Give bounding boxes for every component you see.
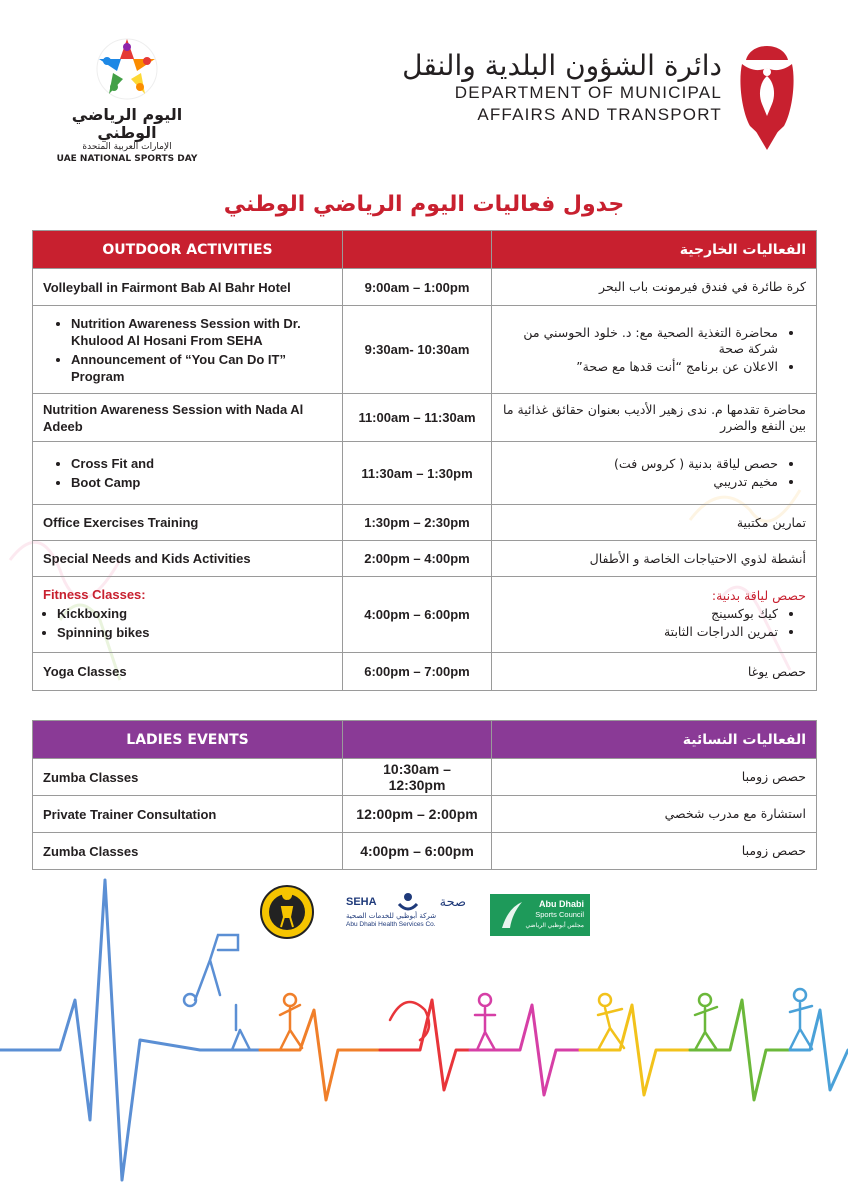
activity-arabic: حصص يوغا xyxy=(492,653,817,691)
athlete-silhouette-icon xyxy=(184,935,812,1050)
sports-day-arabic-sub: الإمارات العربية المتحدة xyxy=(82,142,172,152)
activity-time: 4:00pm – 6:00pm xyxy=(343,577,492,653)
outdoor-header-english: OUTDOOR ACTIVITIES xyxy=(33,231,343,269)
adsc-line2: Sports Council xyxy=(535,910,584,919)
activity-time: 11:00am – 11:30am xyxy=(343,394,492,442)
ladies-header-arabic: الفعاليات النسائية xyxy=(492,721,817,759)
outdoor-header-arabic: الفعاليات الخارجية xyxy=(492,231,817,269)
list-item: • Kickboxing xyxy=(57,605,332,622)
list-item: • Nutrition Awareness Session with Dr. Khulood Al Hosani From SEHA xyxy=(71,315,332,349)
list-item: • كيك بوكسينج xyxy=(502,606,778,622)
fitness-classes-label: Fitness Classes: xyxy=(43,587,146,602)
seha-arabic: صحة xyxy=(439,894,466,910)
activity-english: Office Exercises Training xyxy=(33,505,343,541)
activity-english: Volleyball in Fairmont Bab Al Bahr Hotel xyxy=(33,269,343,306)
event-english: Zumba Classes xyxy=(33,833,343,870)
activity-time: 2:00pm – 4:00pm xyxy=(343,541,492,577)
activity-time: 9:30am- 10:30am xyxy=(343,306,492,394)
event-english: Zumba Classes xyxy=(33,759,343,796)
page-title: جدول فعاليات اليوم الرياضي الوطني xyxy=(223,192,625,217)
department-name-english-line1: DEPARTMENT OF MUNICIPAL xyxy=(454,83,722,102)
activity-arabic: أنشطة لذوي الاحتياجات الخاصة و الأطفال xyxy=(492,541,817,577)
event-english: Private Trainer Consultation xyxy=(33,796,343,833)
sports-day-arabic: اليوم الرياضي الوطني xyxy=(71,105,183,142)
list-item: • Cross Fit and xyxy=(71,455,332,472)
list-item: • Announcement of “You Can Do IT” Program xyxy=(71,351,332,385)
activity-arabic: تمارين مكتبية xyxy=(492,505,817,541)
fitness-classes-label-arabic: حصص لياقة بدنية: xyxy=(711,587,806,603)
department-name-arabic: دائرة الشؤون البلدية والنقل xyxy=(402,49,722,82)
activity-arabic: كرة طائرة في فندق فيرمونت باب البحر xyxy=(492,269,817,306)
list-item: • Spinning bikes xyxy=(57,624,332,641)
seha-arabic-sub: شركة أبوظبي للخدمات الصحية xyxy=(346,912,437,920)
department-name-english-line2: AFFAIRS AND TRANSPORT xyxy=(477,105,722,124)
event-time: 10:30am – 12:30pm xyxy=(343,759,492,796)
activity-english: Nutrition Awareness Session with Nada Al Adeeb xyxy=(33,394,343,442)
sports-day-english: UAE NATIONAL SPORTS DAY xyxy=(56,154,198,164)
event-arabic: حصص زومبا xyxy=(492,833,817,870)
list-item: • الاعلان عن برنامج “أنت قدها مع صحة” xyxy=(502,359,778,375)
activity-time: 9:00am – 1:00pm xyxy=(343,269,492,306)
activity-english: Special Needs and Kids Activities xyxy=(33,541,343,577)
adsc-arabic: مجلس أبوظبي الرياضي xyxy=(525,923,584,929)
activity-english: Yoga Classes xyxy=(33,653,343,691)
list-item: • حصص لياقة بدنية ( كروس فت) xyxy=(502,456,778,472)
list-item: • مخيم تدريبي xyxy=(502,474,778,490)
activity-arabic: محاضرة تقدمها م. ندى زهير الأديب بعنوان حقائق غذائية ما بين النفع والضرر xyxy=(492,394,817,442)
activity-time: 6:00pm – 7:00pm xyxy=(343,653,492,691)
seha-english: SEHA xyxy=(346,896,377,908)
seha-english-sub: Abu Dhabi Health Services Co. xyxy=(346,921,436,928)
event-time: 4:00pm – 6:00pm xyxy=(343,833,492,870)
event-arabic: استشارة مع مدرب شخصي xyxy=(492,796,817,833)
adsc-line1: Abu Dhabi xyxy=(539,899,584,909)
list-item: • Boot Camp xyxy=(71,474,332,491)
list-item: • تمرين الدراجات الثابتة xyxy=(502,624,778,640)
list-item: • محاضرة التغذية الصحية مع: د. خلود الحوسني من شركة صحة xyxy=(502,325,778,357)
activity-time: 1:30pm – 2:30pm xyxy=(343,505,492,541)
event-time: 12:00pm – 2:00pm xyxy=(343,796,492,833)
ladies-header-english: LADIES EVENTS xyxy=(33,721,343,759)
event-arabic: حصص زومبا xyxy=(492,759,817,796)
activity-time: 11:30am – 1:30pm xyxy=(343,442,492,505)
